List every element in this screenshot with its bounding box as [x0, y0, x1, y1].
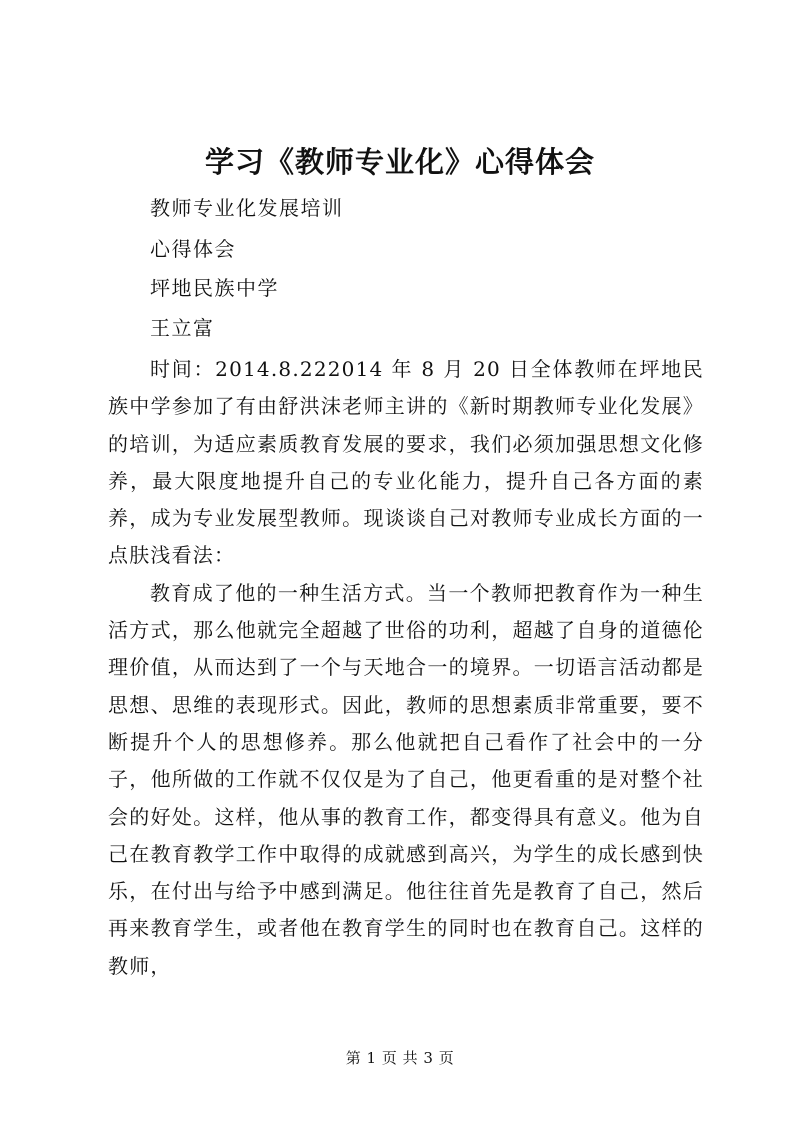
paragraph-intro: 时间：2014.8.222014 年 8 月 20 日全体教师在坪地民族中学参加了有由舒洪沫老师主讲的《新时期教师专业化发展》的培训，为适应素质教育发展的要求，我们必须加强思想文化修养，最大限度地提升自己的专业化能力，提升自己各方面的素养，成为专业发展型教师。现谈谈自己对教师专业成长方面的一点肤浅看法：	[108, 357, 704, 568]
paragraph-main: 教育成了他的一种生活方式。当一个教师把教育作为一种生活方式，那么他就完全超越了世俗的功利，超越了自身的道德伦理价值，从而达到了一个与天地合一的境界。一切语言活动都是思想、思维的表现形式。因此，教师的思想素质非常重要，要不断提升个人的思想修养。那么他就把自己看作了社会中的一分子，他所做的工作就不仅仅是为了自己，他更看重的是对整个社会的好处。这样，他从事的教育工作，都变得具有意义。他为自己在教育教学工作中取得的成就感到高兴，为学生的成长感到快乐，在付出与给予中感到满足。他往往首先是教育了自己，然后再来教育学生，或者他在教育学生的同时也在教育自己。这样的教师，	[108, 580, 704, 978]
header-line-training: 教师专业化发展培训	[150, 196, 344, 220]
page-footer: 第 1 页 共 3 页	[345, 1049, 455, 1067]
header-line-author: 王立富	[150, 316, 215, 340]
header-line-school: 坪地民族中学	[150, 276, 279, 300]
header-line-subtitle: 心得体会	[150, 237, 236, 261]
document-body	[108, 351, 704, 985]
document-title: 学习《教师专业化》心得体会	[204, 145, 595, 179]
